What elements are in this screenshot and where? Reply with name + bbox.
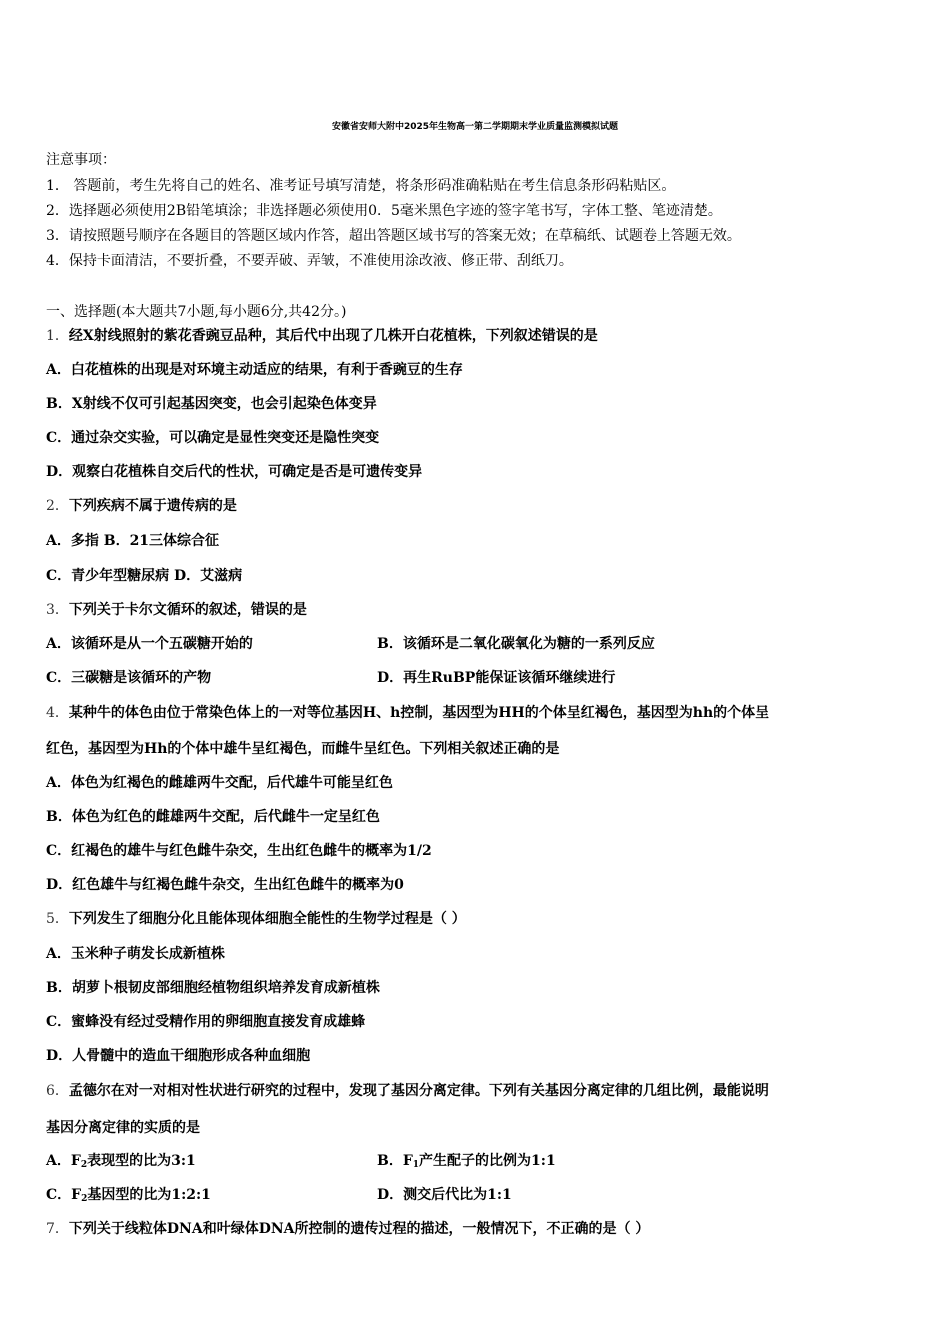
subscript: 2: [80, 1160, 88, 1170]
option-text: 基因型的比为1:2:1: [87, 1187, 211, 1203]
notice-heading: 注意事项：: [46, 152, 116, 168]
question-1-option-b: B．X射线不仅可引起基因突变，也会引起染色体变异: [46, 396, 377, 412]
question-number: 7．: [46, 1221, 69, 1237]
question-text: 经X射线照射的紫花香豌豆品种，其后代中出现了几株开白花植株，下列叙述错误的是: [68, 328, 598, 344]
option-text: 产生配子的比例为1:1: [419, 1153, 556, 1169]
question-4-option-d: D．红色雄牛与红褐色雌牛杂交，生出红色雌牛的概率为0: [46, 877, 404, 893]
section-heading: 一、选择题(本大题共7小题,每小题6分,共42分。): [46, 304, 347, 320]
question-number: 5．: [46, 911, 69, 927]
question-4-option-c: C．红褐色的雄牛与红色雌牛杂交，生出红色雌牛的概率为1/2: [46, 843, 432, 859]
question-1-option-a: A．白花植株的出现是对环境主动适应的结果，有利于香豌豆的生存: [46, 362, 463, 378]
notice-item: 4．保持卡面清洁，不要折叠，不要弄破、弄皱，不准使用涂改液、修正带、刮纸刀。: [46, 253, 573, 269]
question-text: 下列关于卡尔文循环的叙述，错误的是: [68, 602, 307, 618]
question-number: 1．: [46, 328, 69, 344]
question-2-options-ab: A．多指 B．21三体综合征: [46, 533, 220, 549]
notice-item: 1． 答题前，考生先将自己的姓名、准考证号填写清楚，将条形码准确粘贴在考生信息条形码粘贴区。: [46, 178, 676, 194]
question-2-options-cd: C．青少年型糖尿病 D．艾滋病: [46, 568, 243, 584]
option-prefix: A．F: [46, 1153, 81, 1169]
question-6-option-c: [46, 1185, 211, 1205]
question-4-option-a: A．体色为红褐色的雌雄两牛交配，后代雄牛可能呈红色: [46, 775, 393, 791]
question-3-option-c: C．三碳糖是该循环的产物: [46, 670, 212, 686]
question-3-option-a: A．该循环是从一个五碳糖开始的: [46, 636, 253, 652]
question-number: 3．: [46, 602, 69, 618]
question-text: 某种牛的体色由位于常染色体上的一对等位基因H、h控制，基因型为HH的个体呈红褐色，基因型为hh的个体呈: [68, 705, 770, 721]
option-prefix: C．F: [46, 1187, 82, 1203]
question-5-option-c: C．蜜蜂没有经过受精作用的卵细胞直接发育成雄蜂: [46, 1014, 366, 1030]
subscript: 1: [412, 1160, 420, 1170]
question-4-option-b: B．体色为红色的雌雄两牛交配，后代雌牛一定呈红色: [46, 809, 380, 825]
question-number: 4．: [46, 705, 69, 721]
question-4-stem: [46, 703, 769, 723]
option-prefix: B．F: [377, 1153, 413, 1169]
question-3-option-d: D．再生RuBP能保证该循环继续进行: [377, 670, 616, 686]
question-5-stem: [46, 909, 466, 929]
question-1-option-c: C．通过杂交实验，可以确定是显性突变还是隐性突变: [46, 430, 380, 446]
page-title: 安徽省安师大附中2025年生物高一第二学期期末学业质量监测模拟试题: [331, 122, 619, 132]
question-text: 下列关于线粒体DNA和叶绿体DNA所控制的遗传过程的描述，一般情况下，不正确的是（ ）: [68, 1221, 650, 1237]
question-1-stem: [46, 326, 598, 346]
subscript: 2: [81, 1194, 88, 1204]
question-5-option-b: B．胡萝卜根韧皮部细胞经植物组织培养发育成新植株: [46, 980, 380, 996]
question-text: 下列疾病不属于遗传病的是: [68, 498, 237, 514]
question-text: 下列发生了细胞分化且能体现体细胞全能性的生物学过程是（ ）: [68, 911, 466, 927]
question-5-option-a: A．玉米种子萌发长成新植株: [46, 946, 225, 962]
notice-item: 3．请按照题号顺序在各题目的答题区域内作答，超出答题区域书写的答案无效；在草稿纸、试题卷上答题无效。: [46, 228, 741, 244]
question-number: 6．: [46, 1083, 69, 1099]
question-7-stem: [46, 1219, 649, 1239]
question-6-stem: [46, 1081, 769, 1101]
question-6-option-d: D．测交后代比为1:1: [377, 1187, 512, 1203]
question-6-option-b: [377, 1151, 556, 1171]
question-6-option-a: [46, 1151, 196, 1171]
question-6-stem-continued: 基因分离定律的实质的是: [46, 1120, 200, 1136]
question-text: 孟德尔在对一对相对性状进行研究的过程中，发现了基因分离定律。下列有关基因分离定律的几组比例，最能说明: [68, 1083, 769, 1099]
notice-item: 2．选择题必须使用2B铅笔填涂；非选择题必须使用0．5毫米黑色字迹的签字笔书写，字体工整、笔迹清楚。: [46, 203, 722, 219]
question-4-stem-continued: 红色，基因型为Hh的个体中雄牛呈红褐色，而雌牛呈红色。下列相关叙述正确的是: [46, 741, 560, 757]
question-3-stem: [46, 600, 307, 620]
option-text: 表现型的比为3:1: [87, 1153, 196, 1169]
question-number: 2．: [46, 498, 69, 514]
question-2-stem: [46, 496, 237, 516]
question-5-option-d: D．人骨髓中的造血干细胞形成各种血细胞: [46, 1048, 311, 1064]
question-1-option-d: D．观察白花植株自交后代的性状，可确定是否是可遗传变异: [46, 464, 423, 480]
question-3-option-b: B．该循环是二氧化碳氧化为糖的一系列反应: [377, 636, 655, 652]
